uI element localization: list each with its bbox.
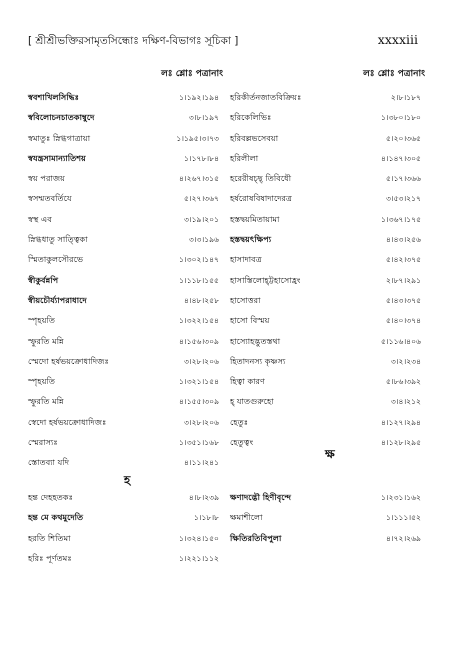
index-entry: [230, 311, 425, 331]
right-column: [230, 66, 425, 453]
index-entry: [230, 250, 425, 270]
index-entry: [28, 372, 223, 392]
entry-reference: ৫।২০।৩৬৫: [385, 133, 421, 143]
entry-verse: হরিবল্লভসেবয়া: [230, 132, 279, 143]
left-index-list: [28, 88, 223, 474]
index-entry: [230, 291, 425, 311]
entry-verse: স্বয় পরাজয়: [28, 173, 65, 184]
entry-reference: ৩।২।২৩৪: [390, 356, 421, 366]
entry-reference: ৪।১৫৬।৩০৯: [179, 336, 219, 346]
entry-reference: ১।১৮।৮: [193, 513, 219, 523]
entry-reference: ২।৮।১৮৭: [390, 93, 421, 102]
index-entry: [230, 529, 425, 549]
entry-verse: স্ফুরতি মন্নি: [28, 396, 64, 407]
ha-index-list: [28, 488, 223, 569]
index-entry: [28, 488, 223, 508]
section-heading-ksha: ক্ষ: [325, 447, 335, 461]
index-entry: [230, 88, 425, 108]
entry-reference: ১।৩২৪।১৫০: [179, 533, 219, 543]
index-entry: [28, 392, 223, 412]
entry-reference: ৫।৪০।৩৭৪: [385, 316, 421, 326]
entry-reference: ৩।৫৩।২১৭: [385, 194, 421, 204]
entry-verse: হাসাদাবত্র: [230, 254, 262, 265]
index-entry: [28, 413, 223, 433]
entry-reference: ১।৩৫১।১৬৮: [179, 438, 219, 448]
entry-reference: ৪।১২৭।২৯৪: [381, 417, 421, 427]
entry-verse: স্মেরাস্যঃ: [28, 437, 58, 448]
entry-reference: ৫।১৭।৩৬৬: [385, 174, 421, 184]
entry-verse: স্ববিলোচনচাতকাম্বুদে: [28, 112, 95, 123]
index-entry: [230, 488, 425, 508]
entry-verse: স্পৃহয়তি: [28, 315, 56, 326]
index-entry: [230, 352, 425, 372]
index-entry: [28, 453, 223, 473]
entry-verse: স্ববশাখিলসিদ্ধিঃ: [28, 92, 80, 102]
index-entry: [230, 149, 425, 169]
entry-reference: ৩।২৮।২০৬: [183, 417, 219, 427]
right-index-list: [230, 88, 425, 453]
entry-verse: স্বমাতুঃ স্নিগ্ধগাত্রায়া: [28, 132, 91, 143]
entry-verse: হাসো বিস্ময়: [230, 315, 270, 326]
index-entry: [230, 189, 425, 209]
entry-reference: ৩।৮।১৯৭: [188, 113, 219, 123]
entry-reference: ৪।১১।২৪১: [183, 458, 219, 468]
entry-reference: ১।৩০২।১৪৭: [179, 255, 219, 265]
entry-verse: ক্ষণাদদ্ভৌ হিণীবৃন্দে: [230, 492, 292, 502]
entry-reference: ৪।৮।২৩৯: [188, 493, 219, 502]
index-entry: [28, 352, 223, 372]
left-column: [28, 66, 223, 474]
index-entry: [28, 108, 223, 128]
index-entry: [28, 250, 223, 270]
index-entry: [230, 108, 425, 128]
index-entry: [28, 271, 223, 291]
entry-reference: ৫।৪৩।৩৭৫: [385, 295, 421, 305]
entry-reference: ৩।৩।১৯৬: [188, 235, 219, 245]
index-entry: [28, 332, 223, 352]
entry-verse: হরতি শিতিমা: [28, 532, 71, 543]
entry-reference: ১।৩৮০।১৮০: [381, 113, 421, 123]
column-heading-right: লঃ শ্লোঃ পত্রানাং: [363, 69, 425, 79]
entry-verse: হরিকীর্তনজাতবিক্রিয়ঃ: [230, 92, 302, 102]
entry-reference: ১।৩২১।১৫৪: [179, 377, 219, 387]
entry-reference: ১।২৩১।১৬২: [381, 493, 421, 502]
entry-reference: ১।১৯৫।৩।৭৩: [176, 133, 219, 143]
entry-verse: হর্ষরোষবিষাদাদেরত্র: [230, 193, 293, 204]
entry-reference: ১।৩২২।১৫৪: [179, 316, 219, 326]
index-entry: [28, 149, 223, 169]
entry-reference: ৪।২৬৭।৩১৫: [179, 174, 219, 184]
entry-reference: ৪।৭২।২৬৯: [385, 533, 421, 543]
page-number: xxxxiii: [377, 32, 418, 47]
index-entry: [28, 169, 223, 189]
entry-verse: হাস্যোহদ্ভুতস্তথা: [230, 335, 281, 346]
entry-reference: ১।১৭৮।৮৪: [183, 153, 219, 163]
index-entry: [230, 169, 425, 189]
entry-verse: স্ফুরতি মন্নি: [28, 335, 64, 346]
entry-reference: ১।১৯২।১৯৪: [179, 93, 219, 102]
entry-verse: হিতাদনস্য কৃষ্ণস্য: [230, 355, 286, 366]
index-entry: [28, 508, 223, 528]
entry-reference: ৪।১৫৫।৩০৯: [179, 397, 219, 407]
index-entry: [230, 332, 425, 352]
index-entry: [28, 210, 223, 230]
entry-reference: ৪।১৪৭।৩০৫: [381, 153, 421, 163]
page-header: [28, 34, 418, 52]
index-entry: [230, 508, 425, 528]
entry-reference: ১।১১১।৫২: [385, 513, 421, 523]
ksha-index-list: [230, 488, 425, 549]
index-entry: [28, 529, 223, 549]
index-entry: [28, 88, 223, 108]
entry-verse: হাসাস্তিলোহ্ট্টহাসোহ্রং: [230, 274, 301, 285]
index-entry: [230, 129, 425, 149]
entry-reference: ৪।৪৩।২৫৬: [385, 235, 421, 245]
entry-verse: হরিকেলিভিঃ: [230, 112, 272, 123]
entry-reference: ১।৩৬৭।১৭৫: [381, 214, 421, 224]
entry-verse: স্বীকুর্বন্নপি: [28, 274, 59, 285]
index-entry: [28, 549, 223, 569]
entry-verse: হস্তদ্বয়ৎক্ষিপ্য: [230, 234, 272, 245]
entry-verse: হন্ত মে কথমুদেতি: [28, 512, 84, 523]
entry-verse: হস্তদ্বয়মিতায়ামা: [230, 213, 280, 224]
entry-verse: স্বস্থ এব: [28, 213, 52, 224]
entry-reference: ৫।২৭।৩৬৭: [183, 194, 219, 204]
entry-verse: হরিলীলা: [230, 152, 259, 163]
index-entry: [28, 129, 223, 149]
index-entry: [230, 210, 425, 230]
entry-reference: ৫।১১৬।৪০৬: [381, 336, 421, 346]
entry-reference: ৩।২৮।২০৬: [183, 356, 219, 366]
entry-reference: ৩।৪।২১২: [390, 397, 421, 407]
entry-verse: হরেরীষচ্ছ্ তিবিধৌ: [230, 173, 292, 184]
index-entry: [28, 291, 223, 311]
entry-verse: স্বীয়চৌর্য্যাপরাধাদে: [28, 294, 87, 305]
entry-verse: স্বযন্ত্রসামান্যাতিশয়: [28, 152, 86, 163]
entry-reference: ৪।১২৮।২৯৫: [381, 438, 421, 448]
index-entry: [28, 230, 223, 250]
index-entry: [230, 271, 425, 291]
index-entry: [230, 372, 425, 392]
entry-verse: ক্ষিতিরতিবিপুলা: [230, 532, 282, 543]
entry-verse: হাসোত্তরা: [230, 294, 261, 305]
entry-verse: হেতুত্বং: [230, 437, 254, 448]
index-entry: [230, 230, 425, 250]
entry-verse: হিত্বা কারণ: [230, 376, 266, 387]
index-entry: [230, 392, 425, 412]
entry-reference: ৪।৪৮।২৫৮: [183, 295, 219, 305]
index-entry: [28, 311, 223, 331]
entry-verse: হ্ যাতগুরুহো: [230, 396, 274, 407]
entry-verse: স্বসম্মতবর্তিযে: [28, 193, 72, 204]
entry-verse: হন্ত দেহহতকঃ: [28, 492, 74, 502]
column-heading-left: লঃ শ্লোঃ পত্রানাং: [161, 69, 223, 79]
entry-verse: স্নিগ্ধধাতু সাত্ত্বিকা: [28, 234, 88, 245]
index-entry: [28, 189, 223, 209]
entry-verse: স্তোতব্যা যদি: [28, 457, 69, 468]
entry-reference: ৫।৪২।৩৭৫: [385, 255, 421, 265]
entry-reference: ৫।৮৬।৩৯২: [385, 377, 421, 387]
index-entry: [28, 433, 223, 453]
entry-reference: ২।৮৭।২৯১: [385, 275, 421, 285]
entry-reference: ১।১১৮।১৫৫: [179, 275, 219, 285]
entry-verse: স্বেদো হর্ষভয়ক্রোধাদিজঃ: [28, 416, 107, 427]
section-heading-ha: হ: [124, 473, 131, 487]
entry-verse: স্মেদো হর্ষভয়ক্রোধাদিজঃ: [28, 355, 109, 366]
index-title: [ শ্রীশ্রীভক্তিরসামৃতসিন্ধোঃ দক্ষিণ-বিভাগঃ সূচিকা ]: [28, 35, 239, 47]
entry-verse: হরিঃ পূর্ণতমঃ: [28, 552, 72, 563]
entry-verse: ক্ষমাশীলো: [230, 512, 263, 523]
entry-verse: স্মিতাকুলসৌরভে: [28, 254, 84, 265]
entry-reference: ৩।১৯।২০১: [183, 214, 219, 224]
entry-verse: হেতুঃ: [230, 416, 249, 427]
entry-reference: ১।২২১।১১২: [179, 553, 219, 563]
index-entry: [230, 413, 425, 433]
entry-verse: স্পৃহয়তি: [28, 376, 56, 387]
